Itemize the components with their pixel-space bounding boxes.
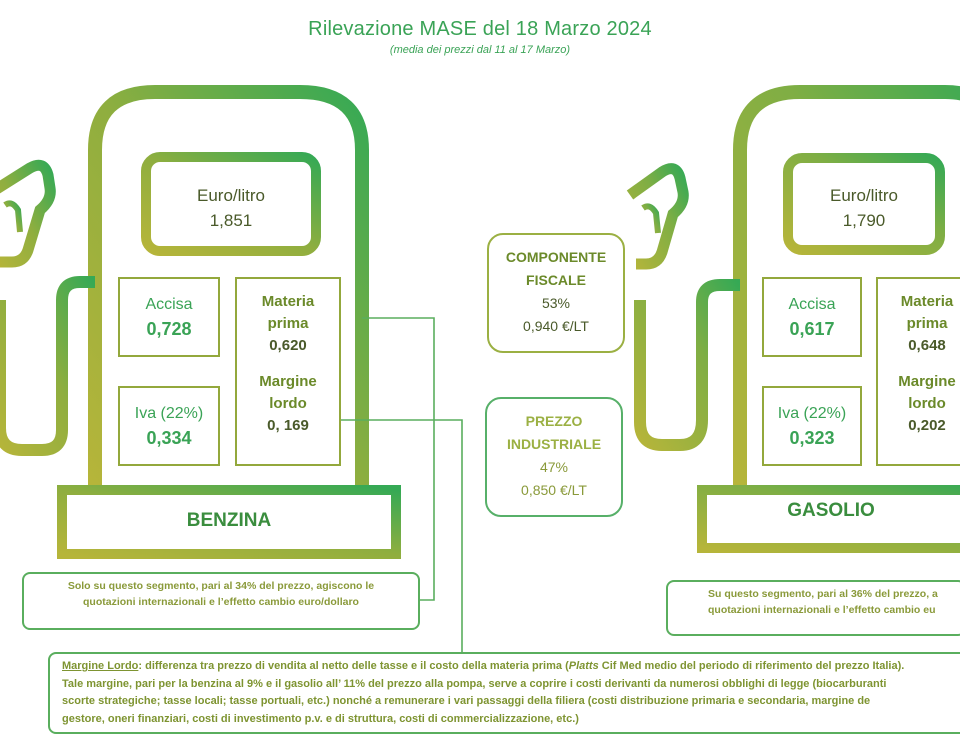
gasolio-label: GASOLIO bbox=[787, 500, 875, 521]
price-label: Euro/litro bbox=[196, 186, 266, 205]
page-subtitle: (media dei prezzi dal 11 al 17 Marzo) bbox=[389, 44, 571, 56]
iva-label: Iva (22%) bbox=[777, 405, 847, 422]
price-label: Euro/litro bbox=[829, 186, 899, 205]
materia-label-1: Materia bbox=[900, 293, 954, 310]
accisa-label: Accisa bbox=[788, 296, 836, 313]
note-line2: quotazioni internazionali e l’effetto cambio euro/dollaro bbox=[83, 596, 359, 608]
benzina-label: BENZINA bbox=[186, 510, 272, 531]
page-title: Rilevazione MASE del 18 Marzo 2024 bbox=[308, 18, 652, 40]
margine-label-2: lordo bbox=[908, 395, 946, 412]
price-value: 1,851 bbox=[209, 211, 253, 230]
gasolio-iva-box bbox=[762, 386, 862, 466]
materia-value: 0,620 bbox=[269, 337, 307, 354]
benzina-iva-box bbox=[118, 386, 220, 466]
pi-line2: INDUSTRIALE bbox=[506, 436, 602, 452]
iva-value: 0,334 bbox=[146, 428, 192, 448]
margine-label-2: lordo bbox=[269, 395, 307, 412]
gasolio-industriale-box bbox=[876, 277, 960, 466]
note-line2: quotazioni internazionali e l’effetto cambio eu bbox=[708, 604, 936, 616]
cf-line2: FISCALE bbox=[526, 272, 586, 288]
pi-line1: PREZZO bbox=[525, 413, 583, 429]
margine-label-1: Margine bbox=[259, 373, 317, 390]
gasolio-accisa-box bbox=[762, 277, 862, 357]
iva-value: 0,323 bbox=[789, 428, 835, 448]
accisa-value: 0,728 bbox=[146, 319, 192, 339]
footnote-line4: gestore, oneri finanziari, costi di investimento p.v. e di struttura, costi di commercializzazione, etc.) bbox=[62, 712, 579, 725]
accisa-value: 0,617 bbox=[789, 319, 835, 339]
footnote-line3: scorte strategiche; tasse locali; tasse portuali, etc.) nonché a remunerare i vari passaggi della filiera (costi distribuzione primaria e secondaria, margine de bbox=[62, 695, 871, 707]
prezzo-industriale-box bbox=[485, 397, 623, 517]
footnote-line1: Margine Lordo: differenza tra prezzo di vendita al netto delle tasse e il costo della materia prima (Platts Cif Med medio del periodo di riferimento del prezzo Italia). bbox=[62, 660, 905, 672]
margine-value: 0, 169 bbox=[267, 417, 309, 434]
accisa-label: Accisa bbox=[145, 296, 193, 313]
materia-label-1: Materia bbox=[261, 293, 315, 310]
materia-label-2: prima bbox=[267, 315, 309, 332]
pi-percent: 47% bbox=[539, 459, 569, 475]
note-line1: Su questo segmento, pari al 36% del prezzo, a bbox=[708, 588, 938, 600]
footnote-line2: Tale margine, pari per la benzina al 9% e il gasolio all’ 11% del prezzo alla pompa, serve a coprire i costi derivanti da numerosi obblighi di legge (biocarburanti bbox=[62, 677, 887, 690]
benzina-industriale-box bbox=[235, 277, 341, 466]
margine-lordo-footnote bbox=[48, 652, 960, 734]
gasolio-price-display bbox=[788, 185, 940, 232]
benzina-note bbox=[22, 572, 420, 630]
margine-value: 0,202 bbox=[908, 417, 946, 434]
benzina-price-display bbox=[146, 185, 316, 232]
materia-value: 0,648 bbox=[908, 337, 946, 354]
materia-label-2: prima bbox=[906, 315, 948, 332]
pi-value: 0,850 €/LT bbox=[521, 482, 587, 498]
note-line1: Solo su questo segmento, pari al 34% del prezzo, agiscono le bbox=[67, 580, 375, 592]
iva-label: Iva (22%) bbox=[134, 405, 204, 422]
cf-percent: 53% bbox=[541, 295, 571, 311]
cf-line1: COMPONENTE bbox=[505, 249, 607, 265]
footnote-term: Margine Lordo bbox=[62, 660, 139, 672]
cf-value: 0,940 €/LT bbox=[523, 318, 589, 334]
benzina-accisa-box bbox=[118, 277, 220, 357]
componente-fiscale-box bbox=[487, 233, 625, 353]
margine-label-1: Margine bbox=[898, 373, 956, 390]
price-value: 1,790 bbox=[842, 211, 886, 230]
gasolio-note bbox=[666, 580, 960, 636]
